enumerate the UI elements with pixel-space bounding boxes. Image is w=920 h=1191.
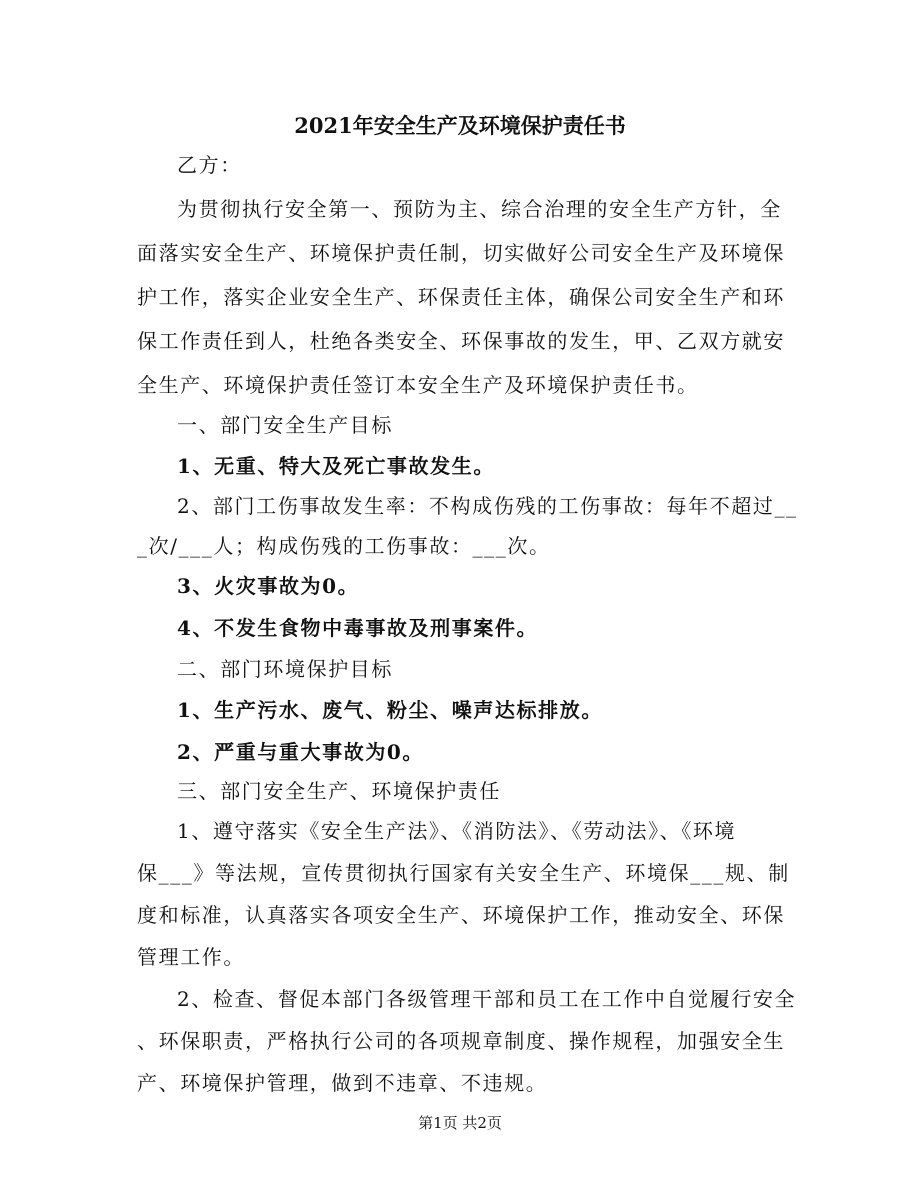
- intro-line-3: 护工作，落实企业安全生产、环保责任主体，确保公司安全生产和环: [137, 285, 785, 309]
- intro-line-1: 为贯彻执行安全第一、预防为主、综合治理的安全生产方针，全: [177, 197, 782, 221]
- environment-goal-1: 1、生产污水、废气、粉尘、噪声达标排放。: [177, 698, 603, 722]
- safety-goal-4: 4、不发生食物中毒事故及刑事案件。: [177, 616, 539, 640]
- safety-goal-2-line-2: _次/___人；构成伤残的工伤事故：___次。: [137, 534, 551, 558]
- page-number: 第1页 共2页: [418, 1114, 502, 1132]
- responsibility-1-line-4: 管理工作。: [137, 945, 245, 969]
- responsibility-1-line-2: 保___》等法规，宣传贯彻执行国家有关安全生产、环境保___规、制: [137, 861, 790, 885]
- intro-line-2: 面落实安全生产、环境保护责任制，切实做好公司安全生产及环境保: [137, 241, 785, 265]
- safety-goal-2-line-1: 2、部门工伤事故发生率：不构成伤残的工伤事故：每年不超过__: [177, 494, 798, 518]
- responsibility-1-line-1: 1、遵守落实《安全生产法》、《消防法》、《劳动法》、《环境: [177, 819, 737, 843]
- section-heading-2: 二、部门环境保护目标: [177, 657, 393, 681]
- section-heading-1: 一、部门安全生产目标: [177, 413, 393, 437]
- responsibility-1-line-3: 度和标准，认真落实各项安全生产、环境保护工作，推动安全、环保: [137, 903, 785, 927]
- document-title: 2021年安全生产及环境保护责任书: [294, 113, 626, 138]
- intro-line-4: 保工作责任到人，杜绝各类安全、环保事故的发生，甲、乙双方就安: [137, 329, 785, 353]
- responsibility-2-line-2: 、环保职责，严格执行公司的各项规章制度、操作规程，加强安全生: [137, 1029, 785, 1053]
- responsibility-2-line-1: 2、检查、督促本部门各级管理干部和员工在工作中自觉履行安全: [177, 987, 797, 1011]
- safety-goal-3: 3、火灾事故为0。: [177, 574, 360, 598]
- responsibility-2-line-3: 产、环境保护管理，做到不违章、不违规。: [137, 1071, 548, 1095]
- party-b-label: 乙方：: [177, 153, 242, 177]
- intro-line-5: 全生产、环境保护责任签订本安全生产及环境保护责任书。: [137, 373, 699, 397]
- environment-goal-2: 2、严重与重大事故为0。: [177, 740, 425, 764]
- section-heading-3: 三、部门安全生产、环境保护责任: [177, 779, 501, 803]
- safety-goal-1: 1、无重、特大及死亡事故发生。: [177, 454, 495, 478]
